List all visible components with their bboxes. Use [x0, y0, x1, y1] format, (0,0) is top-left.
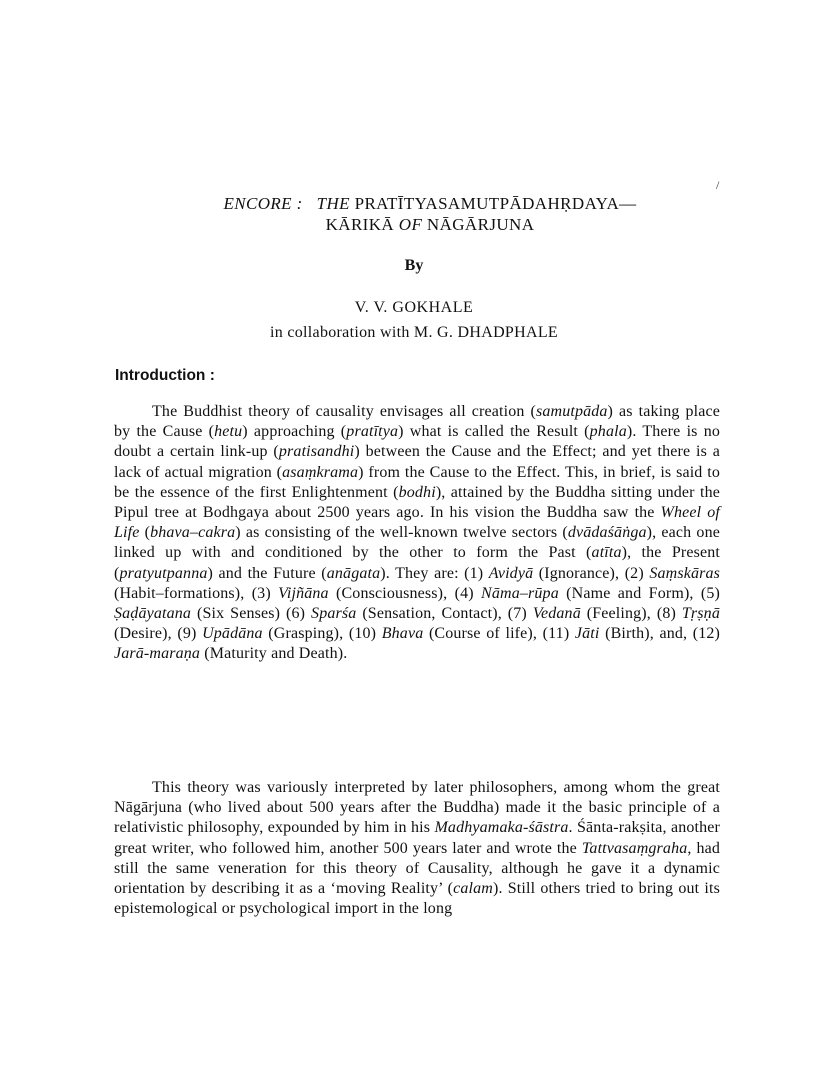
title-the: THE	[316, 194, 350, 213]
italic-term: atīta	[591, 544, 622, 562]
italic-term: anāgata	[326, 564, 381, 582]
text-run: , had still the same veneration for this theory of Causality, although he gave it a dynamic orientation by describing it as a ‘moving Reality’ (	[114, 839, 720, 898]
text-run: (Name and Form), (5)	[558, 584, 720, 602]
text-run: This theory was variously interpreted by later philosophers, among whom the great Nāgārjuna (who lived about 500 years after the Buddha) made it the basic principle of a relativistic philosophy, expounded by him in his	[114, 779, 720, 837]
text-run: (Feeling), (8)	[580, 605, 682, 623]
text-run: (	[139, 524, 151, 542]
italic-term: hetu	[214, 423, 243, 441]
text-run: (Maturity and Death).	[200, 645, 348, 663]
title-main: PRATĪTYASAMUTPĀDAHṚDAYA—	[354, 194, 637, 213]
italic-term: Ṣaḍāyatana	[114, 605, 192, 623]
italic-term: calam	[453, 880, 493, 898]
article-title	[100, 193, 760, 235]
text-run: (Course of life), (11)	[423, 625, 575, 643]
italic-term: Tattvasaṃgraha	[581, 839, 688, 857]
text-run: ). Still others tried to bring out its epistemological or psychological import in the long	[114, 880, 720, 918]
italic-term: asaṃkrama	[282, 463, 359, 481]
italic-term: Upādāna	[202, 625, 263, 643]
text-run: The Buddhist theory of causality envisages all creation (	[152, 403, 536, 420]
text-run: (Habit–formations), (3)	[114, 584, 279, 602]
text-run: ), attained by the Buddha sitting under the Pipul tree at Bodhgaya about 2500 years ago. In his vision the Buddha saw the	[114, 483, 720, 522]
italic-term: Wheel of Life	[114, 504, 720, 542]
italic-term: Vedanā	[532, 605, 581, 623]
text-run: . Śānta-rakṣita, another great writer, who followed him, another 500 years later and wrote the	[114, 819, 720, 857]
text-run: (Consciousness), (4)	[328, 584, 482, 602]
italic-term: Sparśa	[311, 605, 357, 623]
text-run: (Sensation, Contact), (7)	[356, 605, 533, 623]
text-run: ) what is called the Result (	[398, 423, 590, 441]
italic-term: Bhava	[381, 625, 424, 643]
text-run: (Ignorance), (2)	[533, 564, 650, 582]
italic-term: pratisandhi	[278, 443, 355, 461]
text-run: ), the Present (	[114, 544, 720, 582]
text-run: ) from the Cause to the Effect. This, in brief, is said to be the essence of the first Enlightenment (	[114, 463, 720, 501]
byline-by: By	[404, 257, 424, 274]
italic-term: bodhi	[398, 483, 436, 501]
text-run: ). They are: (1)	[380, 564, 489, 582]
italic-term: Avidyā	[488, 564, 534, 582]
italic-term: Jarā-maraṇa	[114, 645, 201, 663]
title-karika: KĀRIKĀ	[325, 215, 395, 234]
paragraph-2	[114, 778, 720, 919]
title-line-2	[100, 214, 760, 235]
italic-term: Jāti	[574, 625, 600, 643]
italic-term: Vijñāna	[278, 584, 329, 602]
title-of: OF	[398, 215, 423, 234]
italic-term: Madhyamaka-śāstra	[434, 819, 569, 837]
title-nagarjuna: NĀGĀRJUNA	[426, 215, 535, 234]
italic-term: pratītya	[346, 423, 399, 441]
paragraph-1	[114, 402, 720, 665]
italic-term: samutpāda	[535, 403, 608, 420]
text-run: (Six Senses) (6)	[191, 605, 312, 623]
margin-mark: /	[716, 178, 720, 192]
text-run: ) approaching (	[242, 423, 347, 441]
italic-term: Saṃskāras	[649, 564, 720, 582]
author-name: V. V. GOKHALE	[354, 299, 474, 316]
text-run: ) and the Future (	[207, 564, 327, 582]
italic-term: phala	[589, 423, 627, 441]
text-run: ), each one linked up with and conditioned by the other to form the Past (	[114, 524, 720, 562]
text-run: ) as consisting of the well-known twelve sectors (	[235, 524, 568, 542]
text-run: ) as taking place by the Cause (	[114, 403, 720, 441]
collaborator-line: in collaboration with M. G. DHADPHALE	[270, 324, 558, 341]
italic-term: bhava–cakra	[150, 524, 236, 542]
section-heading: Introduction :	[115, 367, 215, 384]
text-run: (Desire), (9)	[114, 625, 203, 643]
title-line-1	[100, 193, 760, 214]
text-run: ) between the Cause and the Effect; and yet there is a lack of actual migration (	[114, 443, 720, 481]
text-run: (Grasping), (10)	[262, 625, 382, 643]
italic-term: pratyutpanna	[119, 564, 208, 582]
text-run: (Birth), and, (12)	[599, 625, 721, 643]
italic-term: Tṛṣṇā	[681, 605, 720, 623]
italic-term: Nāma–rūpa	[481, 584, 559, 602]
italic-term: dvādaśāṅga	[567, 524, 647, 542]
text-run: ). There is no doubt a certain link-up (	[114, 423, 721, 461]
title-encore: ENCORE :	[223, 194, 303, 213]
